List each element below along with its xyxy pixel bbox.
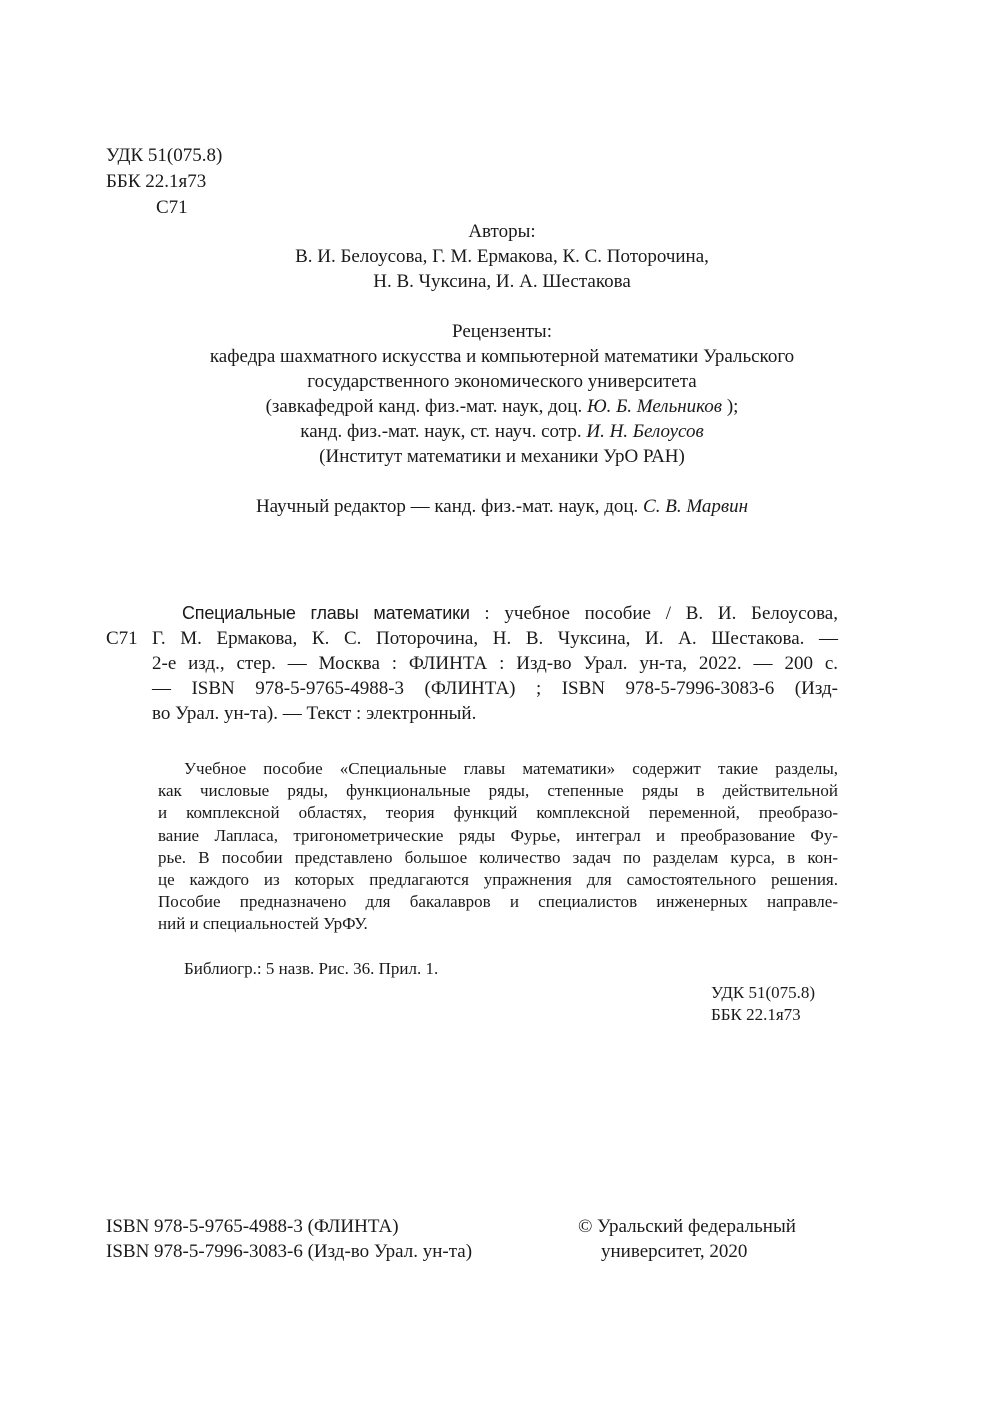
annotation-line: Пособие предназначено для бакалавров и специалистов инженерных направле- [158, 892, 838, 912]
scientific-editor: Научный редактор — канд. физ.-мат. наук, доц. С. В. Марвин [255, 496, 749, 517]
reviewer-head-name: Ю. Б. Мельников [586, 396, 723, 417]
bib-line-3: 2-е изд., стер. — Москва : ФЛИНТА : Изд-во Урал. ун-та, 2022. — 200 с. [152, 653, 838, 674]
udk-code: УДК 51(075.8) [106, 145, 223, 166]
bbk-code-bottom: ББК 22.1я73 [711, 1005, 801, 1024]
bibliography-note: Библиогр.: 5 назв. Рис. 36. Прил. 1. [184, 959, 439, 978]
authors-line-1: В. И. Белоусова, Г. М. Ермакова, К. С. Поторочина, [295, 246, 709, 267]
reviewers-line-4: канд. физ.-мат. наук, ст. науч. сотр. И. Н. Белоусов [300, 421, 704, 442]
annotation-line: вание Лапласа, тригонометрические ряды Фурье, интеграл и преобразование Фу- [158, 825, 838, 845]
udk-code-bottom: УДК 51(075.8) [711, 983, 816, 1002]
authors-line-2: Н. В. Чуксина, И. А. Шестакова [373, 271, 631, 292]
bib-author-mark: С71 [106, 628, 138, 649]
author-mark: С71 [156, 197, 188, 218]
copyright-line-1: © Уральский федеральный [578, 1216, 796, 1237]
copyright-line-2: университет, 2020 [601, 1241, 748, 1262]
reviewers-line-5: (Институт математики и механики УрО РАН) [319, 446, 685, 467]
book-title: Специальные главы математики [182, 603, 470, 623]
bib-line-4: — ISBN 978-5-9765-4988-3 (ФЛИНТА) ; ISBN 978-5-7996-3083-6 (Изд- [152, 678, 838, 699]
annotation-line: Учебное пособие «Специальные главы математики» содержит такие разделы, [184, 759, 838, 778]
bib-line-2: Г. М. Ермакова, К. С. Поторочина, Н. В. Чуксина, И. А. Шестакова. — [152, 628, 838, 649]
bib-line-1: Специальные главы математики : учебное пособие / В. И. Белоусова, [182, 603, 838, 624]
annotation-line: и комплексной областях, теория функций комплексной переменной, преобразо- [158, 803, 838, 823]
isbn-flinta: ISBN 978-5-9765-4988-3 (ФЛИНТА) [106, 1216, 399, 1237]
bibliographic-record [106, 601, 838, 731]
editor-name: С. В. Марвин [643, 496, 749, 517]
annotation-line: как числовые ряды, функциональные ряды, степенные ряды в действительной [158, 781, 838, 801]
reviewers-line-1: кафедра шахматного искусства и компьютерной математики Уральского [209, 346, 795, 367]
authors-heading: Авторы: [468, 221, 536, 242]
annotation-line: рье. В пособии представлено большое количество задач по разделам курса, в кон- [158, 847, 838, 867]
bib-line-5: во Урал. ун-та). — Текст : электронный. [152, 703, 477, 724]
isbn-urfu: ISBN 978-5-7996-3083-6 (Изд-во Урал. ун-та) [106, 1241, 473, 1262]
annotation [158, 758, 838, 936]
reviewers-line-2: государственного экономического университета [307, 371, 697, 392]
bbk-code: ББК 22.1я73 [106, 171, 207, 192]
annotation-line: ний и специальностей УрФУ. [158, 914, 368, 934]
reviewer-name: И. Н. Белоусов [586, 421, 704, 442]
annotation-line: це каждого из которых предлагаются упражнения для самостоятельного решения. [158, 870, 838, 890]
reviewers-heading: Рецензенты: [452, 321, 552, 342]
reviewers-line-3: (завкафедрой канд. физ.-мат. наук, доц. Ю. Б. Мельников ); [265, 396, 739, 417]
